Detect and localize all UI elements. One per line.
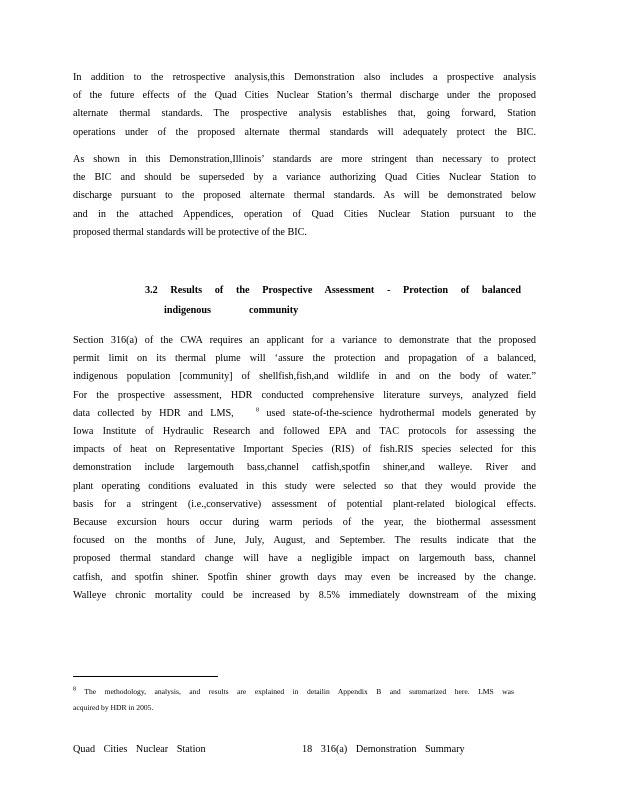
footer-page-label: 18 316(a) Demonstration Summary bbox=[302, 744, 465, 755]
text-line: In addition to the retrospective analysis,this Demonstration also includes a prospective analysis bbox=[73, 72, 536, 83]
footnote-marker: 8 bbox=[73, 686, 76, 693]
heading-line-2 bbox=[145, 301, 521, 321]
text-segment: used state-of-the-science hydrothermal models generated by bbox=[266, 407, 536, 419]
paragraph-section-316a bbox=[73, 332, 536, 605]
footnote bbox=[73, 684, 514, 716]
text-line: focused on the months of June, July, August, and September. The results indicate that the bbox=[73, 535, 536, 547]
text-line: the BIC and should be superseded by a variance authorizing Quad Cities Nuclear Station to bbox=[73, 172, 536, 184]
footnote-line: acquired by HDR in 2005. bbox=[73, 703, 154, 712]
section-heading bbox=[145, 281, 521, 321]
text-line: demonstration include largemouth bass,channel catfish,spotfin shiner,and walleye. River and bbox=[73, 462, 536, 474]
text-line: impacts of heat on Representative Important Species (RIS) of fish.RIS species selected for this bbox=[73, 444, 536, 456]
text-line: and in the attached Appendices, operation of Quad Cities Nuclear Station pursuant to the bbox=[73, 208, 536, 220]
text-line: proposed thermal standards will be protective of the BIC. bbox=[73, 226, 307, 238]
footnote-text: The methodology, analysis, and results are explained in detailin Appendix B and summarized here. LMS was bbox=[84, 687, 514, 696]
text-line: indigenous population [community] of shellfish,fish,and wildlife in and on the body of water.” bbox=[73, 371, 536, 383]
text-line: Section 316(a) of the CWA requires an applicant for a variance to demonstrate that the proposed bbox=[73, 335, 536, 346]
text-line: plant operating conditions evaluated in this study were selected so that they would provide the bbox=[73, 480, 536, 492]
text-line: catfish, and spotfin shiner. Spotfin shiner growth days may even be increased by the change. bbox=[73, 571, 536, 583]
text-line: Iowa Institute of Hydraulic Research and followed EPA and TAC protocols for assessing the bbox=[73, 426, 536, 438]
text-line: basis for a stringent (i.e.,conservative) assessment of potential plant-related biological effects. bbox=[73, 498, 536, 510]
text-line: Walleye chronic mortality could be increased by 8.5% immediately downstream of the mixing bbox=[73, 589, 536, 601]
text-line: Because excursion hours occur during warm periods of the year, the biothermal assessment bbox=[73, 517, 536, 529]
text-line: permit limit on its thermal plume will ‘assure the protection and propagation of a balanced, bbox=[73, 353, 536, 365]
text-line: As shown in this Demonstration,Illinois’ standards are more stringent than necessary to protect bbox=[73, 154, 536, 165]
footnote-divider bbox=[73, 676, 218, 677]
paragraph-prospective-intro bbox=[73, 69, 536, 142]
heading-line: 3.2 Results of the Prospective Assessment - Protection of balanced bbox=[145, 285, 521, 296]
heading-word: community bbox=[249, 305, 299, 316]
text-line: proposed thermal standard change will have a negligible impact on largemouth bass, channel bbox=[73, 553, 536, 565]
text-line-with-footnote bbox=[73, 405, 536, 423]
text-line: of the future effects of the Quad Cities Nuclear Station’s thermal discharge under the proposed bbox=[73, 90, 536, 102]
text-line: operations under of the proposed alternate thermal standards will adequately protect the BIC. bbox=[73, 126, 536, 138]
paragraph-variance bbox=[73, 151, 536, 242]
footer-station-name: Quad Cities Nuclear Station bbox=[73, 744, 206, 755]
footnote-line bbox=[73, 684, 514, 700]
heading-word: indigenous bbox=[164, 305, 211, 316]
text-segment: data collected by HDR and LMS, bbox=[73, 407, 234, 419]
text-line: discharge pursuant to the proposed alternate thermal standards. As will be demonstrated below bbox=[73, 190, 536, 202]
footnote-reference: 8 bbox=[255, 407, 259, 414]
text-line: alternate thermal standards. The prospective analysis establishes that, going forward, Station bbox=[73, 108, 536, 120]
text-line: For the prospective assessment, HDR conducted comprehensive literature surveys, analyzed field bbox=[73, 389, 536, 401]
